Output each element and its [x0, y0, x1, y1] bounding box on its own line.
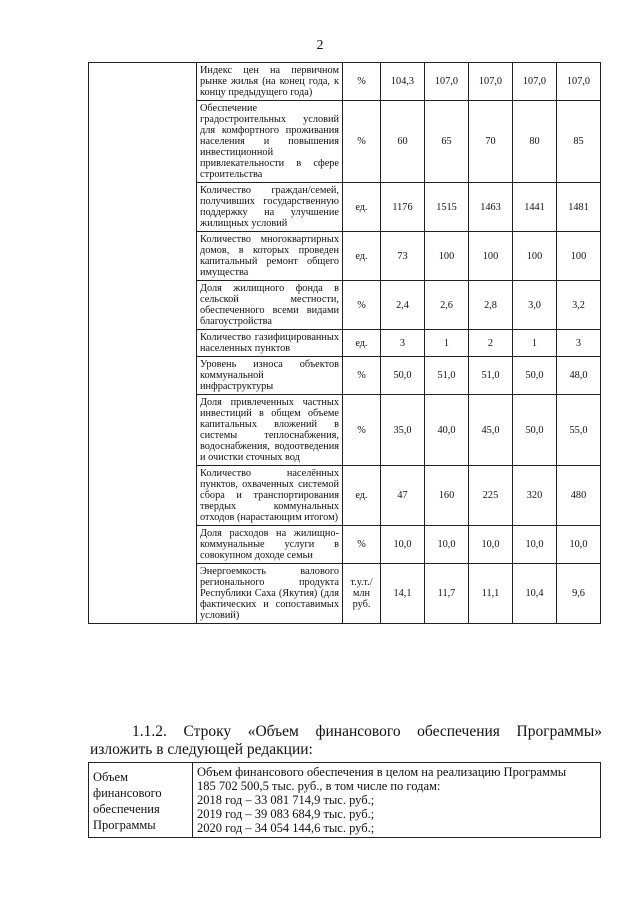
indicator-value: 3,2 [557, 281, 601, 330]
indicator-value: 100 [513, 232, 557, 281]
indicator-value: 10,4 [513, 564, 557, 624]
indicator-unit: ед. [343, 232, 381, 281]
indicator-value: 100 [469, 232, 513, 281]
finance-line: 185 702 500,5 тыс. руб., в том числе по годам: [197, 779, 441, 793]
indicator-value: 1463 [469, 183, 513, 232]
indicator-value: 1441 [513, 183, 557, 232]
indicator-unit: % [343, 63, 381, 101]
indicator-value: 9,6 [557, 564, 601, 624]
indicator-value: 10,0 [469, 526, 513, 564]
indicator-value: 35,0 [381, 395, 425, 466]
indicator-unit: % [343, 526, 381, 564]
indicator-name: Энергоемкость валового регионального продукта Республики Саха (Якутия) (для фактических и сопоставимых условий) [197, 564, 343, 624]
indicator-unit: ед. [343, 330, 381, 357]
indicator-unit: ед. [343, 466, 381, 526]
indicator-value: 107,0 [469, 63, 513, 101]
indicator-name: Доля жилищного фонда в сельской местности, обеспеченного всеми видами благоустройства [197, 281, 343, 330]
indicator-value: 85 [557, 101, 601, 183]
indicator-value: 2,6 [425, 281, 469, 330]
indicator-unit: % [343, 101, 381, 183]
indicator-value: 10,0 [513, 526, 557, 564]
indicator-name: Индекс цен на первичном рынке жилья (на конец года, к концу предыдущего года) [197, 63, 343, 101]
indicator-name: Доля привлеченных частных инвестиций в общем объеме капитальных вложений в системы теплоснабжения, водоснабжения, водоотведения и очистки сточных вод [197, 395, 343, 466]
indicator-name: Количество многоквартирных домов, в которых проведен капитальный ремонт общего имущества [197, 232, 343, 281]
indicator-value: 51,0 [469, 357, 513, 395]
amendment-text: 1.1.2. Строку «Объем финансового обеспечения Программы» изложить в следующей редакции: [90, 723, 602, 758]
indicator-value: 3 [557, 330, 601, 357]
indicator-value: 80 [513, 101, 557, 183]
indicator-value: 50,0 [513, 395, 557, 466]
finance-line: Объем финансового обеспечения в целом на реализацию Программы [197, 765, 567, 779]
indicator-name: Обеспечение градостроительных условий для комфортного проживания населения и повышения инвестиционной привлекательности в сфере строительства [197, 101, 343, 183]
indicator-value: 51,0 [425, 357, 469, 395]
indicator-value: 1 [425, 330, 469, 357]
indicator-value: 45,0 [469, 395, 513, 466]
table-row [89, 63, 601, 101]
finance-label: Объем финансового обеспечения Программы [89, 763, 193, 838]
indicator-value: 60 [381, 101, 425, 183]
indicator-value: 70 [469, 101, 513, 183]
indicator-value: 2,8 [469, 281, 513, 330]
indicator-value: 107,0 [557, 63, 601, 101]
indicator-value: 100 [557, 232, 601, 281]
indicator-value: 40,0 [425, 395, 469, 466]
indicator-unit: % [343, 281, 381, 330]
finance-line: 2019 год – 39 083 684,9 тыс. руб.; [197, 807, 375, 821]
indicator-value: 50,0 [381, 357, 425, 395]
indicator-value: 2,4 [381, 281, 425, 330]
indicator-name: Уровень износа объектов коммунальной инфраструктуры [197, 357, 343, 395]
finance-row [89, 763, 601, 838]
indicator-value: 107,0 [513, 63, 557, 101]
indicator-unit: % [343, 357, 381, 395]
indicator-name: Количество газифицированных населенных пунктов [197, 330, 343, 357]
indicator-value: 3,0 [513, 281, 557, 330]
indicator-value: 48,0 [557, 357, 601, 395]
indicator-value: 100 [425, 232, 469, 281]
indicator-value: 55,0 [557, 395, 601, 466]
indicator-value: 11,1 [469, 564, 513, 624]
finance-content [193, 763, 601, 838]
indicator-value: 225 [469, 466, 513, 526]
indicator-value: 65 [425, 101, 469, 183]
indicator-value: 1515 [425, 183, 469, 232]
indicator-value: 320 [513, 466, 557, 526]
indicator-value: 10,0 [557, 526, 601, 564]
finance-table [88, 762, 601, 838]
indicator-value: 104,3 [381, 63, 425, 101]
indicator-value: 50,0 [513, 357, 557, 395]
indicator-value: 2 [469, 330, 513, 357]
indicator-value: 11,7 [425, 564, 469, 624]
indicator-value: 73 [381, 232, 425, 281]
indicator-name: Доля расходов на жилищно-коммунальные услуги в совокупном доходе семьи [197, 526, 343, 564]
indicator-value: 10,0 [381, 526, 425, 564]
finance-line: 2018 год – 33 081 714,9 тыс. руб.; [197, 793, 375, 807]
indicator-value: 160 [425, 466, 469, 526]
indicator-value: 1176 [381, 183, 425, 232]
indicator-value: 107,0 [425, 63, 469, 101]
indicator-value: 3 [381, 330, 425, 357]
indicator-value: 1 [513, 330, 557, 357]
indicator-value: 480 [557, 466, 601, 526]
indicator-value: 1481 [557, 183, 601, 232]
indicators-table [88, 62, 601, 624]
page-number: 2 [316, 38, 324, 53]
empty-cell [89, 63, 197, 624]
indicator-unit: % [343, 395, 381, 466]
finance-line: 2020 год – 34 054 144,6 тыс. руб.; [197, 821, 375, 835]
indicator-name: Количество населённых пунктов, охваченных системой сбора и транспортирования твердых коммунальных отходов (нарастающим итогом) [197, 466, 343, 526]
indicator-value: 10,0 [425, 526, 469, 564]
indicator-value: 14,1 [381, 564, 425, 624]
indicator-unit: ед. [343, 183, 381, 232]
indicator-name: Количество граждан/семей, получивших государственную поддержку на улучшение жилищных условий [197, 183, 343, 232]
indicator-value: 47 [381, 466, 425, 526]
indicator-unit: т.у.т./ млн руб. [343, 564, 381, 624]
